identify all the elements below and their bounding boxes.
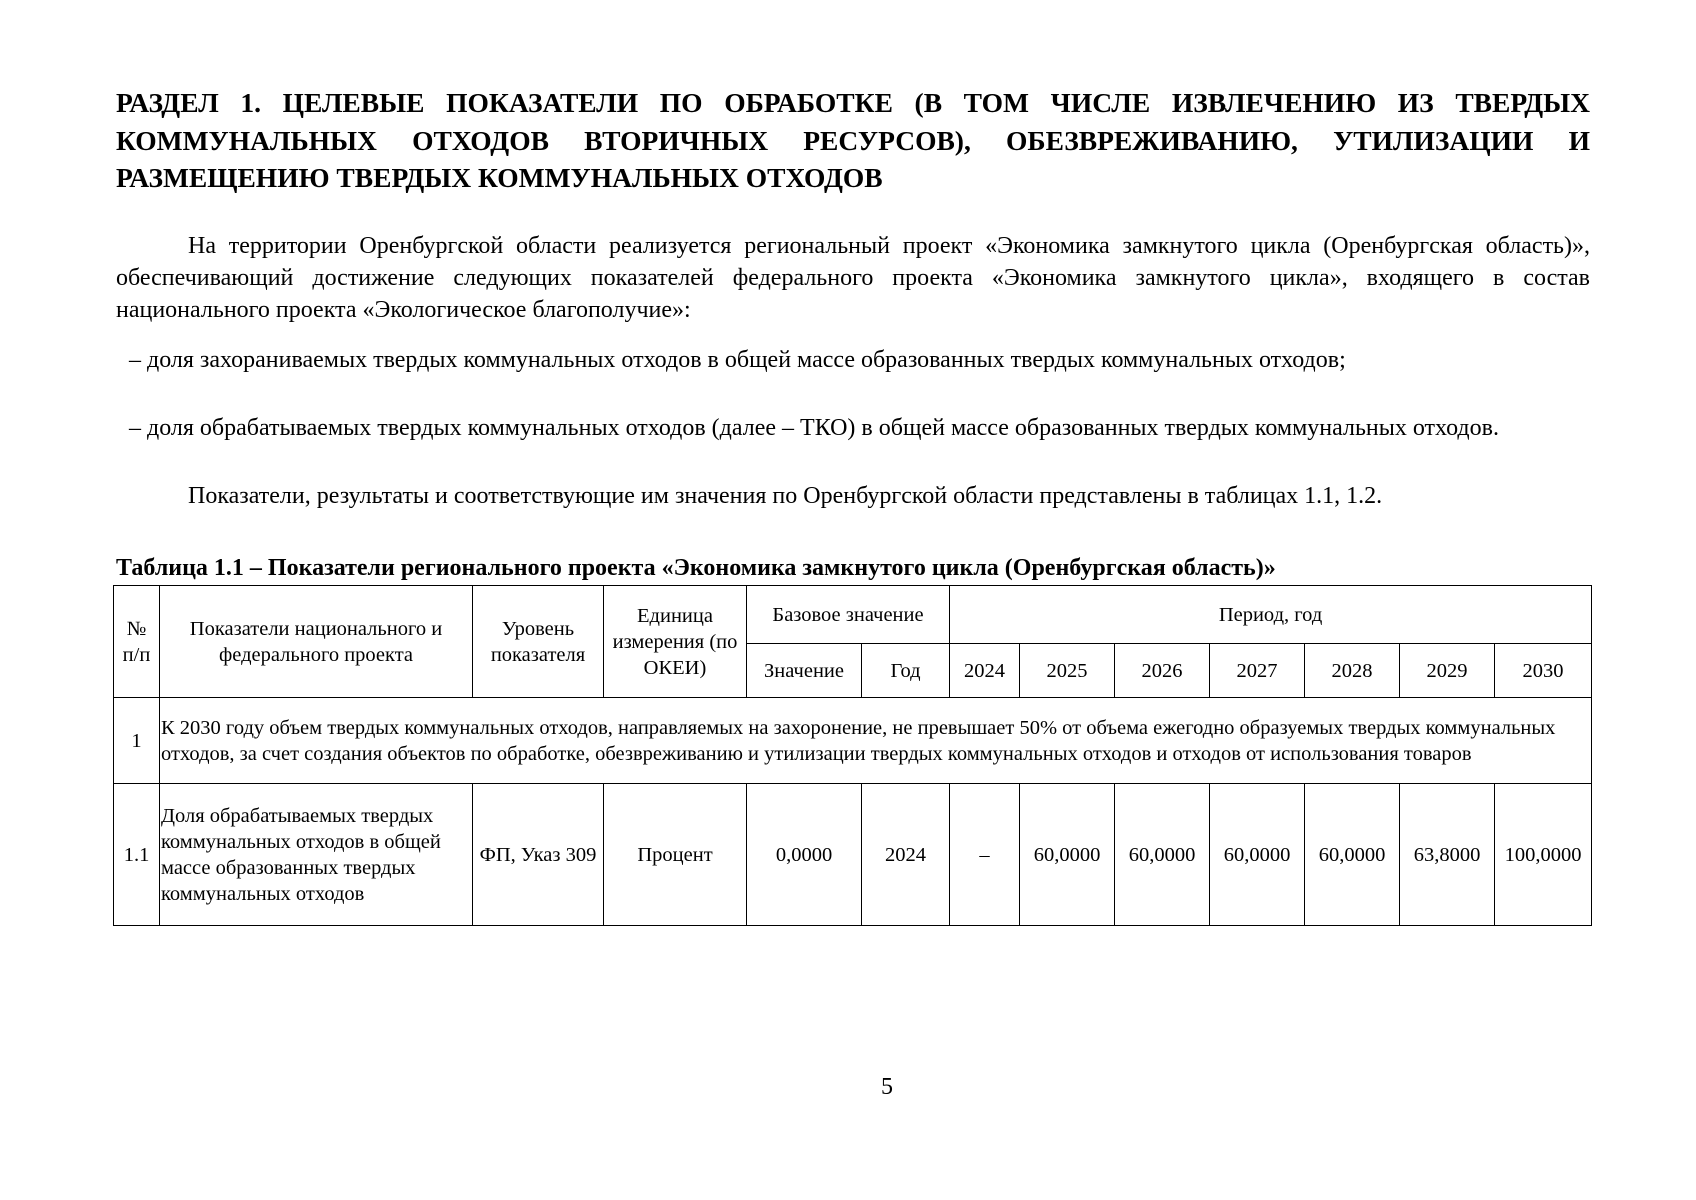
column-header-year: 2029 [1400, 644, 1495, 698]
column-header-num: № п/п [114, 586, 160, 698]
column-header-period: Период, год [950, 586, 1592, 644]
goal-text: К 2030 году объем твердых коммунальных отходов, направляемых на захоронение, не превышает 50% от объема ежегодно образуемых твердых коммунальных отходов, за счет создания объектов по обработке, обезвреживанию и утилизации твердых коммунальных отходов и отходов от использования товаров [160, 698, 1592, 784]
base-value: 0,0000 [747, 784, 862, 926]
column-header-year: 2024 [950, 644, 1020, 698]
indicator-unit: Процент [604, 784, 747, 926]
indicator-name: Доля обрабатываемых твердых коммунальных отходов в общей массе образованных твердых коммунальных отходов [160, 784, 473, 926]
column-header-indicator: Показатели национального и федерального проекта [160, 586, 473, 698]
row-number: 1 [114, 698, 160, 784]
base-year: 2024 [862, 784, 950, 926]
table-row [114, 784, 1592, 926]
column-header-level: Уровень показателя [473, 586, 604, 698]
summary-paragraph: Показатели, результаты и соответствующие им значения по Оренбургской области представлены в таблицах 1.1, 1.2. [188, 483, 1383, 509]
column-header-year: 2030 [1495, 644, 1592, 698]
table-row [114, 698, 1592, 784]
bullet-item: – доля обрабатываемых твердых коммунальных отходов (далее – ТКО) в общей массе образованных твердых коммунальных отходов. [129, 415, 1499, 441]
year-value: 60,0000 [1115, 784, 1210, 926]
column-header-year: 2025 [1020, 644, 1115, 698]
column-header-base-year: Год [862, 644, 950, 698]
column-header-year: 2027 [1210, 644, 1305, 698]
column-header-unit: Единица измерения (по ОКЕИ) [604, 586, 747, 698]
column-header-base: Базовое значение [747, 586, 950, 644]
year-value: 60,0000 [1210, 784, 1305, 926]
indicators-table [113, 585, 1592, 926]
year-value: 60,0000 [1020, 784, 1115, 926]
bullet-item: – доля захораниваемых твердых коммунальных отходов в общей массе образованных твердых коммунальных отходов; [129, 347, 1346, 373]
year-value: 60,0000 [1305, 784, 1400, 926]
column-header-base-value: Значение [747, 644, 862, 698]
year-value: – [950, 784, 1020, 926]
table-header-row [114, 586, 1592, 644]
year-value: 63,8000 [1400, 784, 1495, 926]
intro-paragraph: На территории Оренбургской области реализуется региональный проект «Экономика замкнутого цикла (Оренбургская область)», обеспечивающий достижение следующих показателей федерального проекта «Экономика замкнутого цикла», входящего в состав национального проекта «Экологическое благополучие»: [116, 233, 1590, 323]
table-caption: Таблица 1.1 – Показатели регионального проекта «Экономика замкнутого цикла (Оренбургская область)» [116, 555, 1276, 581]
indicator-level: ФП, Указ 309 [473, 784, 604, 926]
page-number: 5 [881, 1074, 893, 1100]
year-value: 100,0000 [1495, 784, 1592, 926]
row-number: 1.1 [114, 784, 160, 926]
column-header-year: 2028 [1305, 644, 1400, 698]
column-header-year: 2026 [1115, 644, 1210, 698]
section-heading: РАЗДЕЛ 1. ЦЕЛЕВЫЕ ПОКАЗАТЕЛИ ПО ОБРАБОТКЕ (В ТОМ ЧИСЛЕ ИЗВЛЕЧЕНИЮ ИЗ ТВЕРДЫХ КОММУНАЛЬНЫХ ОТХОДОВ ВТОРИЧНЫХ РЕСУРСОВ), ОБЕЗВРЕЖИВАНИЮ, УТИЛИЗАЦИИ И РАЗМЕЩЕНИЮ ТВЕРДЫХ КОММУНАЛЬНЫХ ОТХОДОВ [116, 87, 1590, 193]
